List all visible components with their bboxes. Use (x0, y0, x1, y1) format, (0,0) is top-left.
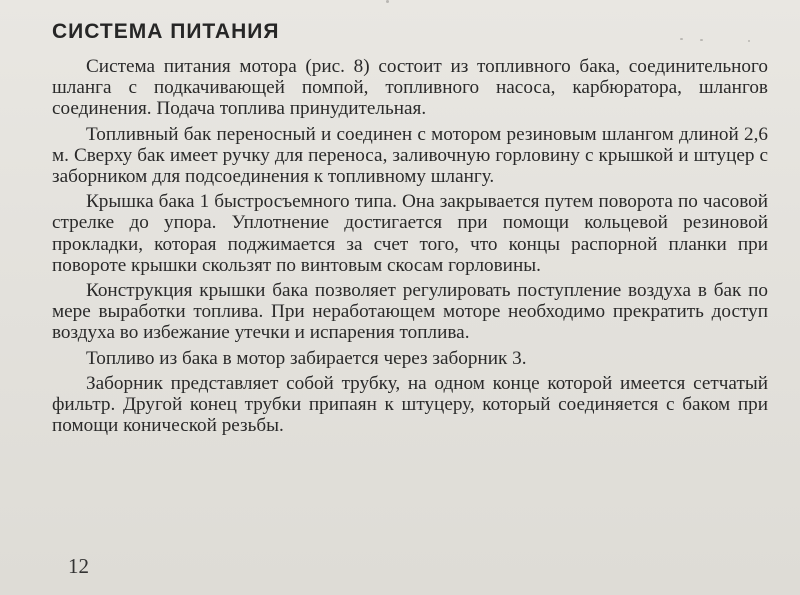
paragraph-fuel-system: Система питания мотора (рис. 8) состоит из топливного бака, соединительного шланга с подкачивающей помпой, топливного насоса, карбюратора, шлангов соединения. Подача топлива принудительная. (52, 56, 768, 120)
paper-speck (680, 38, 683, 40)
paragraph-cap-design: Конструкция крышки бака позволяет регулировать поступление воздуха в бак по мере выработки топлива. При неработающем моторе необходимо прекратить доступ воздуха во избежание утечки и испарения топлива. (52, 280, 768, 344)
paper-speck (748, 40, 750, 42)
section-heading: СИСТЕМА ПИТАНИЯ (52, 20, 280, 43)
paragraph-fuel-intake: Топливо из бака в мотор забирается через заборник 3. (86, 347, 527, 369)
body-text (52, 56, 768, 436)
paragraph-tank-cap: Крышка бака 1 быстросъемного типа. Она закрывается путем поворота по часовой стрелке до упора. Уплотнение достигается при помощи кольцевой резиновой прокладки, которая поджимается за счет того, что концы распорной планки при повороте крышки скользят по винтовым скосам горловины. (52, 191, 768, 276)
page-number: 12 (68, 554, 89, 578)
paragraph-fuel-tank: Топливный бак переносный и соединен с мотором резиновым шлангом длиной 2,6 м. Сверху бак имеет ручку для переноса, заливочную горловину с крышкой и штуцер с заборником для подсоединения к топливному шлангу. (52, 123, 768, 188)
paper-speck (700, 39, 703, 41)
paper-speck (386, 0, 389, 3)
paragraph-intake-tube: Заборник представляет собой трубку, на одном конце которой имеется сетчатый фильтр. Другой конец трубки припаян к штуцеру, который соединяется с баком при помощи конической резьбы. (52, 372, 768, 437)
